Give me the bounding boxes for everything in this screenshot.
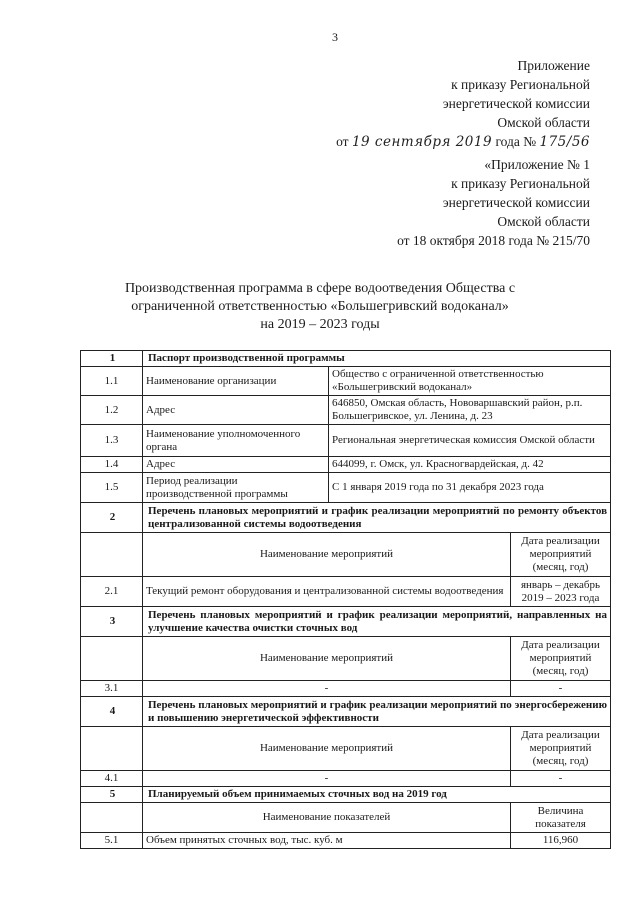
column-header-value: Величина показателя: [511, 803, 611, 833]
section-title: Перечень плановых мероприятий и график реализации мероприятий по ремонту объектов централизованной системы водоотведения: [143, 503, 611, 533]
section-2-header: [81, 503, 611, 533]
row-number: 1.4: [81, 457, 143, 473]
column-header-name: Наименование мероприятий: [143, 727, 511, 771]
row-value: 644099, г. Омск, ул. Красногвардейская, д. 42: [329, 457, 611, 473]
production-program-table: [80, 350, 611, 849]
appendix-line: Приложение: [517, 58, 590, 73]
section-title: Перечень плановых мероприятий и график реализации мероприятий по энергосбережению и повышению энергетической эффективности: [143, 697, 611, 727]
row-number: 3.1: [81, 681, 143, 697]
title-line: ограниченной ответственностью «Большегривский водоканал»: [131, 299, 509, 314]
appendix-line: Омской области: [497, 214, 590, 229]
previous-appendix-header: [397, 155, 590, 250]
activity-name: Текущий ремонт оборудования и централизованной системы водоотведения: [143, 577, 511, 607]
table-row: [81, 771, 611, 787]
column-header-name: Наименование показателей: [143, 803, 511, 833]
appendix-header: [336, 56, 590, 152]
title-line: Производственная программа в сфере водоотведения Общества с: [124, 281, 516, 296]
indicator-name: Объем принятых сточных вод, тыс. куб. м: [143, 833, 511, 849]
table-row: [81, 577, 611, 607]
row-number: 5.1: [81, 833, 143, 849]
row-number: 2.1: [81, 577, 143, 607]
appendix-line: к приказу Региональной: [451, 176, 590, 191]
row-value: Региональная энергетическая комиссия Омской области: [329, 425, 611, 457]
activity-name: -: [143, 681, 511, 697]
activity-date: -: [511, 771, 611, 787]
row-label: Наименование организации: [143, 367, 329, 396]
table-row: [81, 681, 611, 697]
column-header-row: [81, 803, 611, 833]
row-number: 1.1: [81, 367, 143, 396]
appendix-line: «Приложение № 1: [484, 157, 590, 172]
section-title: Планируемый объем принимаемых сточных вод на 2019 год: [143, 787, 611, 803]
section-number: 4: [81, 697, 143, 727]
appendix-line: энергетической комиссии: [442, 96, 590, 111]
column-header-date: Дата реализации мероприятий (месяц, год): [511, 727, 611, 771]
activity-date: январь – декабрь 2019 – 2023 года: [511, 577, 611, 607]
row-number: 4.1: [81, 771, 143, 787]
row-label: Адрес: [143, 396, 329, 425]
row-label: Адрес: [143, 457, 329, 473]
column-header-name: Наименование мероприятий: [143, 637, 511, 681]
table-row: [81, 367, 611, 396]
table-row: [81, 473, 611, 503]
section-number: 2: [81, 503, 143, 533]
section-number: 3: [81, 607, 143, 637]
date-prefix: от: [336, 134, 349, 149]
appendix-line: к приказу Региональной: [451, 77, 590, 92]
row-number: 1.3: [81, 425, 143, 457]
blank-cell: [81, 803, 143, 833]
section-title: Перечень плановых мероприятий и график реализации мероприятий, направленных на улучшение качества очистки сточных вод: [143, 607, 611, 637]
column-header-date: Дата реализации мероприятий (месяц, год): [511, 533, 611, 577]
blank-cell: [81, 727, 143, 771]
row-label: Период реализации производственной программы: [143, 473, 329, 503]
section-4-header: [81, 697, 611, 727]
activity-date: -: [511, 681, 611, 697]
table-row: [81, 396, 611, 425]
column-header-row: [81, 637, 611, 681]
column-header-row: [81, 727, 611, 771]
page-number: 3: [332, 30, 338, 44]
handwritten-date: 19 сентября 2019: [351, 134, 493, 150]
table-row: [81, 833, 611, 849]
table-row: [81, 457, 611, 473]
column-header-date: Дата реализации мероприятий (месяц, год): [511, 637, 611, 681]
section-title: Паспорт производственной программы: [143, 351, 611, 367]
section-number: 5: [81, 787, 143, 803]
section-5-header: [81, 787, 611, 803]
appendix-line: от 18 октября 2018 года № 215/70: [397, 233, 590, 248]
table-row: [81, 425, 611, 457]
section-1-header: [81, 351, 611, 367]
column-header-name: Наименование мероприятий: [143, 533, 511, 577]
section-number: 1: [81, 351, 143, 367]
column-header-row: [81, 533, 611, 577]
row-value: 646850, Омская область, Нововаршавский район, р.п. Большегривское, ул. Ленина, д. 23: [329, 396, 611, 425]
date-suffix: года №: [495, 134, 537, 149]
row-label: Наименование уполномоченного органа: [143, 425, 329, 457]
blank-cell: [81, 637, 143, 681]
document-title: [90, 280, 550, 334]
section-3-header: [81, 607, 611, 637]
title-line: на 2019 – 2023 годы: [260, 317, 380, 332]
handwritten-order-number: 175/56: [539, 134, 590, 150]
row-value: Общество с ограниченной ответственностью «Большегривский водоканал»: [329, 367, 611, 396]
activity-name: -: [143, 771, 511, 787]
appendix-line: энергетической комиссии: [442, 195, 590, 210]
row-number: 1.2: [81, 396, 143, 425]
appendix-order-line: [336, 132, 590, 152]
indicator-value: 116,960: [511, 833, 611, 849]
blank-cell: [81, 533, 143, 577]
appendix-line: Омской области: [497, 115, 590, 130]
row-value: С 1 января 2019 года по 31 декабря 2023 года: [329, 473, 611, 503]
row-number: 1.5: [81, 473, 143, 503]
